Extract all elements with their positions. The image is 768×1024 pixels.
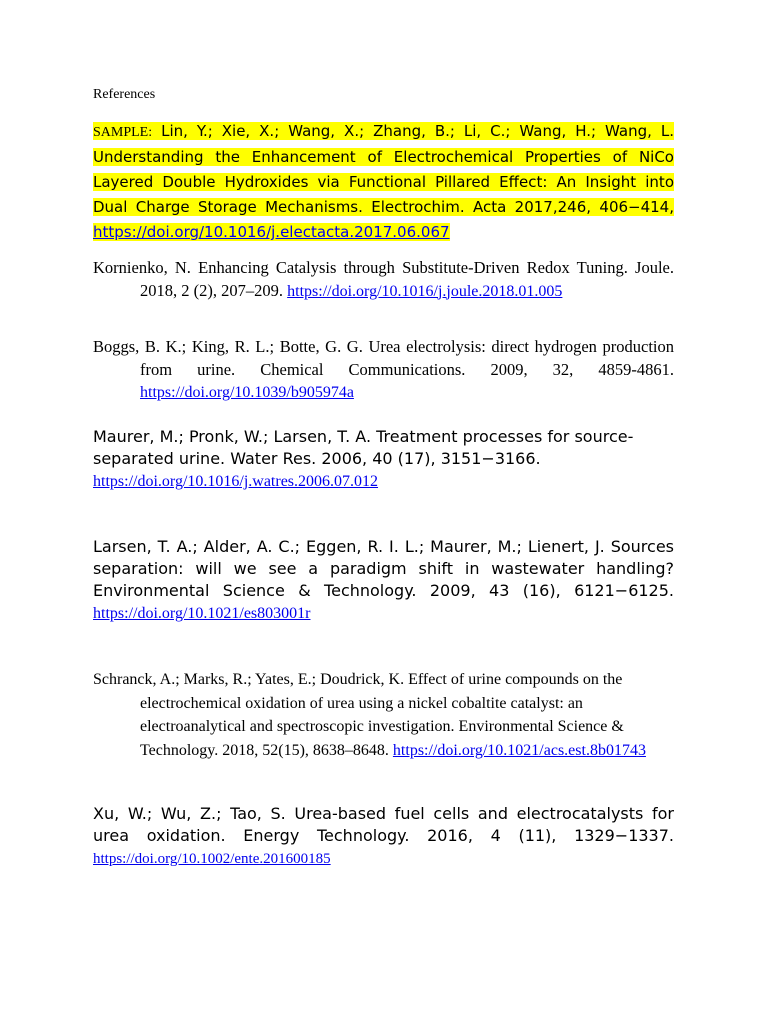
reference-larsen [93, 536, 674, 625]
reference-doi-link[interactable]: https://doi.org/10.1021/acs.est.8b01743 [392, 741, 646, 759]
reference-text: Schranck, A.; Marks, R.; Yates, E.; Doudrick, K. Effect of urine compounds on the electrochemical oxidation of urea using a nickel cobaltite catalyst: an electroanalytical and spectroscopic investigation. Environmental Science & Technology. 2018, 52(15), 8638–8648. [93, 671, 624, 759]
reference-doi-link[interactable]: https://doi.org/10.1016/j.watres.2006.07.012 [93, 473, 379, 490]
references-heading: References [93, 87, 156, 102]
reference-text: Boggs, B. K.; King, R. L.; Botte, G. G. Urea electrolysis: direct hydrogen production from urine. Chemical Communications. 2009, 32, 4859-4861. [93, 337, 674, 379]
reference-doi-link[interactable]: https://doi.org/10.1016/j.joule.2018.01.005 [287, 282, 563, 300]
reference-doi-link[interactable]: https://doi.org/10.1039/b905974a [140, 384, 354, 401]
reference-text: Larsen, T. A.; Alder, A. C.; Eggen, R. I. L.; Maurer, M.; Lienert, J. Sources separation: will we see a paradigm shift in wastewater handling? Environmental Science & Technology. 2009, 43 (16), 6121−6125. [93, 537, 674, 600]
reference-sample [93, 119, 674, 245]
reference-text: Lin, Y.; Xie, X.; Wang, X.; Zhang, B.; Li, C.; Wang, H.; Wang, L. Understanding the Enhancement of Electrochemical Properties of NiCo Layered Double Hydroxides via Functional Pillared Effect: An Insight into Dual Charge Storage Mechanisms. Electrochim. Acta 2017,246, 406−414, [93, 122, 674, 216]
reference-xu [93, 803, 674, 870]
reference-text: Kornienko, N. Enhancing Catalysis through Substitute-Driven Redox Tuning. Joule. 2018, 2 (2), 207–209. [93, 258, 674, 300]
reference-schranck [93, 668, 678, 762]
reference-maurer [93, 426, 671, 493]
reference-text: Xu, W.; Wu, Z.; Tao, S. Urea-based fuel cells and electrocatalysts for urea oxidation. Energy Technology. 2016, 4 (11), 1329−1337. [93, 804, 674, 845]
reference-doi-link[interactable]: https://doi.org/10.1002/ente.201600185 [93, 851, 331, 867]
reference-kornienko [93, 257, 674, 303]
reference-boggs [93, 336, 674, 405]
sample-label: SAMPLE: [93, 125, 153, 140]
reference-text: Maurer, M.; Pronk, W.; Larsen, T. A. Treatment processes for source-separated urine. Water Res. 2006, 40 (17), 3151−3166. [93, 427, 634, 468]
reference-doi-link[interactable]: https://doi.org/10.1021/es803001r [93, 605, 311, 622]
reference-doi-link[interactable]: https://doi.org/10.1016/j.electacta.2017.06.067 [93, 223, 450, 241]
